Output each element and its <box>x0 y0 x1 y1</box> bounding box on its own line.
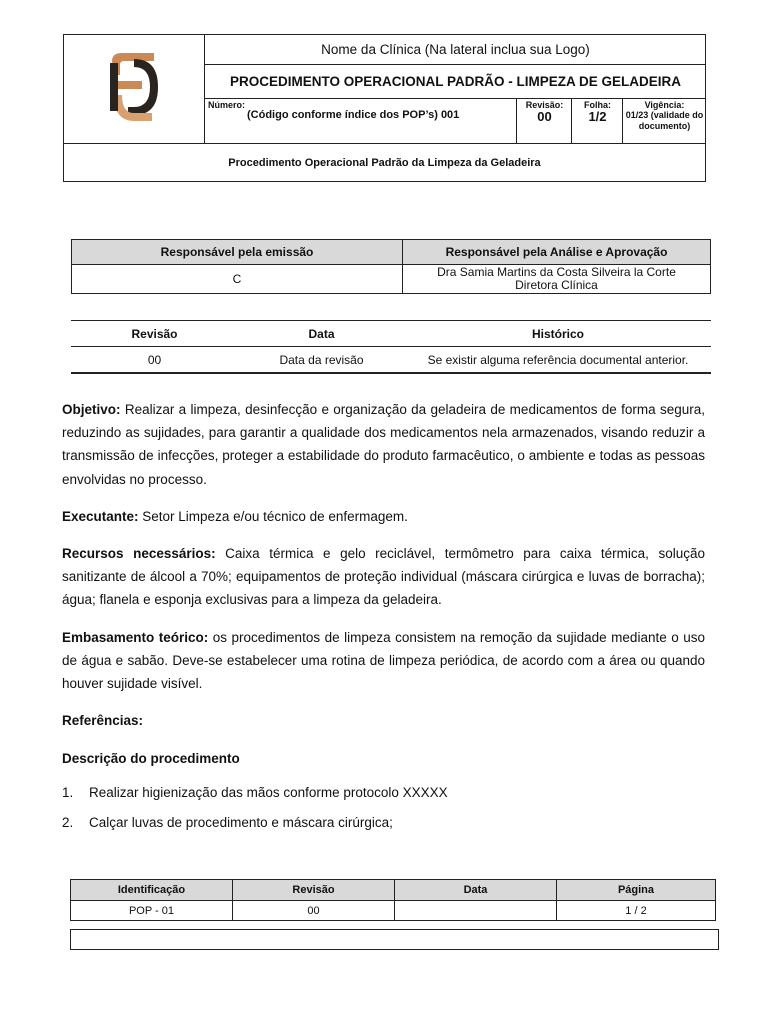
pagina-header: Página <box>557 880 716 901</box>
historico-col-header: Histórico <box>405 321 711 347</box>
objetivo-text: Realizar a limpeza, desinfecção e organização da geladeira de medicamentos de forma segura, reduzindo as sujidades, para garantir a qualidade dos medicamentos nela armazenados, visando reduzir a transmissão de infecções, proteger a estabilidade do produto farmacêutico, o ambiente e todas as pessoas envolvidas no processo. <box>62 402 705 487</box>
logo-cell <box>64 35 205 143</box>
aprovacao-name: Dra Samia Martins da Costa Silveira la Corte <box>437 265 676 279</box>
revisao-col-header: Revisão <box>71 321 238 347</box>
descricao-label: Descrição do procedimento <box>62 751 240 766</box>
list-item-text: Realizar higienização das mãos conforme protocolo XXXXX <box>89 785 448 800</box>
footer-table <box>70 879 716 921</box>
embasamento-label: Embasamento teórico: <box>62 630 209 645</box>
referencias-label: Referências: <box>62 713 144 728</box>
clinic-logo-icon <box>108 51 160 123</box>
footer-data-value <box>395 901 557 921</box>
aprovacao-role: Diretora Clínica <box>515 278 598 292</box>
clinic-name: Nome da Clínica (Na lateral inclua sua Logo) <box>205 35 706 65</box>
footer-revisao-header: Revisão <box>233 880 395 901</box>
data-col-header: Data <box>238 321 405 347</box>
emissao-value: C <box>72 265 403 294</box>
pagina-value: 1 / 2 <box>557 901 716 921</box>
numero-cell <box>205 99 517 143</box>
folha-value: 1/2 <box>588 109 607 124</box>
descricao-heading <box>62 747 705 770</box>
footer-revisao-value: 00 <box>233 901 395 921</box>
identificacao-header: Identificação <box>71 880 233 901</box>
revision-cell: 00 <box>71 347 238 374</box>
aprovacao-header: Responsável pela Análise e Aprovação <box>403 240 711 265</box>
recursos-label: Recursos necessários: <box>62 546 216 561</box>
table-row <box>71 347 711 374</box>
numero-label: Número: <box>208 100 246 110</box>
list-item <box>62 785 448 800</box>
document-subtitle: Procedimento Operacional Padrão da Limpeza da Geladeira <box>64 143 705 181</box>
responsible-table <box>71 239 711 294</box>
executante-paragraph <box>62 505 705 528</box>
vigencia-cell <box>623 99 706 143</box>
objetivo-paragraph <box>62 398 705 491</box>
revision-date-cell: Data da revisão <box>238 347 405 374</box>
aprovacao-value <box>403 265 711 294</box>
referencias-heading <box>62 709 705 732</box>
revisao-cell <box>517 99 572 143</box>
vigencia-value: 01/23 (validade do documento) <box>625 110 704 131</box>
revisao-label: Revisão: <box>525 100 564 110</box>
list-item-text: Calçar luvas de procedimento e máscara cirúrgica; <box>89 815 393 830</box>
revision-history-cell: Se existir alguma referência documental anterior. <box>405 347 711 374</box>
document-header <box>63 34 706 182</box>
list-item <box>62 815 393 830</box>
embasamento-paragraph <box>62 626 705 696</box>
identificacao-value: POP - 01 <box>71 901 233 921</box>
executante-label: Executante: <box>62 509 139 524</box>
revision-table <box>71 320 711 374</box>
vigencia-label: Vigência: <box>644 100 685 110</box>
list-item-number: 1. <box>62 785 74 800</box>
recursos-text: Caixa térmica e gelo reciclável, termômetro para caixa térmica, solução sanitizante de álcool a 70%; equipamentos de proteção individual (máscara cirúrgica e luvas de borracha); água; flanela e esponja exclusivas para a limpeza da geladeira. <box>62 546 705 608</box>
footer-data-header: Data <box>395 880 557 901</box>
footer-empty-box <box>70 929 719 950</box>
table-row <box>71 901 716 921</box>
objetivo-label: Objetivo: <box>62 402 121 417</box>
document-title: PROCEDIMENTO OPERACIONAL PADRÃO - LIMPEZA DE GELADEIRA <box>205 65 706 99</box>
numero-value: (Código conforme índice dos POP’s) 001 <box>247 109 460 121</box>
embasamento-text: os procedimentos de limpeza consistem na remoção da sujidade mediante o uso de água e sabão. Deve-se estabelecer uma rotina de limpeza periódica, de acordo com a área ou quando houver sujidade visível. <box>62 630 705 692</box>
folha-cell <box>572 99 623 143</box>
folha-label: Folha: <box>584 100 611 110</box>
recursos-paragraph <box>62 542 705 612</box>
emissao-header: Responsável pela emissão <box>72 240 403 265</box>
list-item-number: 2. <box>62 815 74 830</box>
executante-text: Setor Limpeza e/ou técnico de enfermagem. <box>138 509 408 524</box>
revisao-value: 00 <box>537 109 552 124</box>
